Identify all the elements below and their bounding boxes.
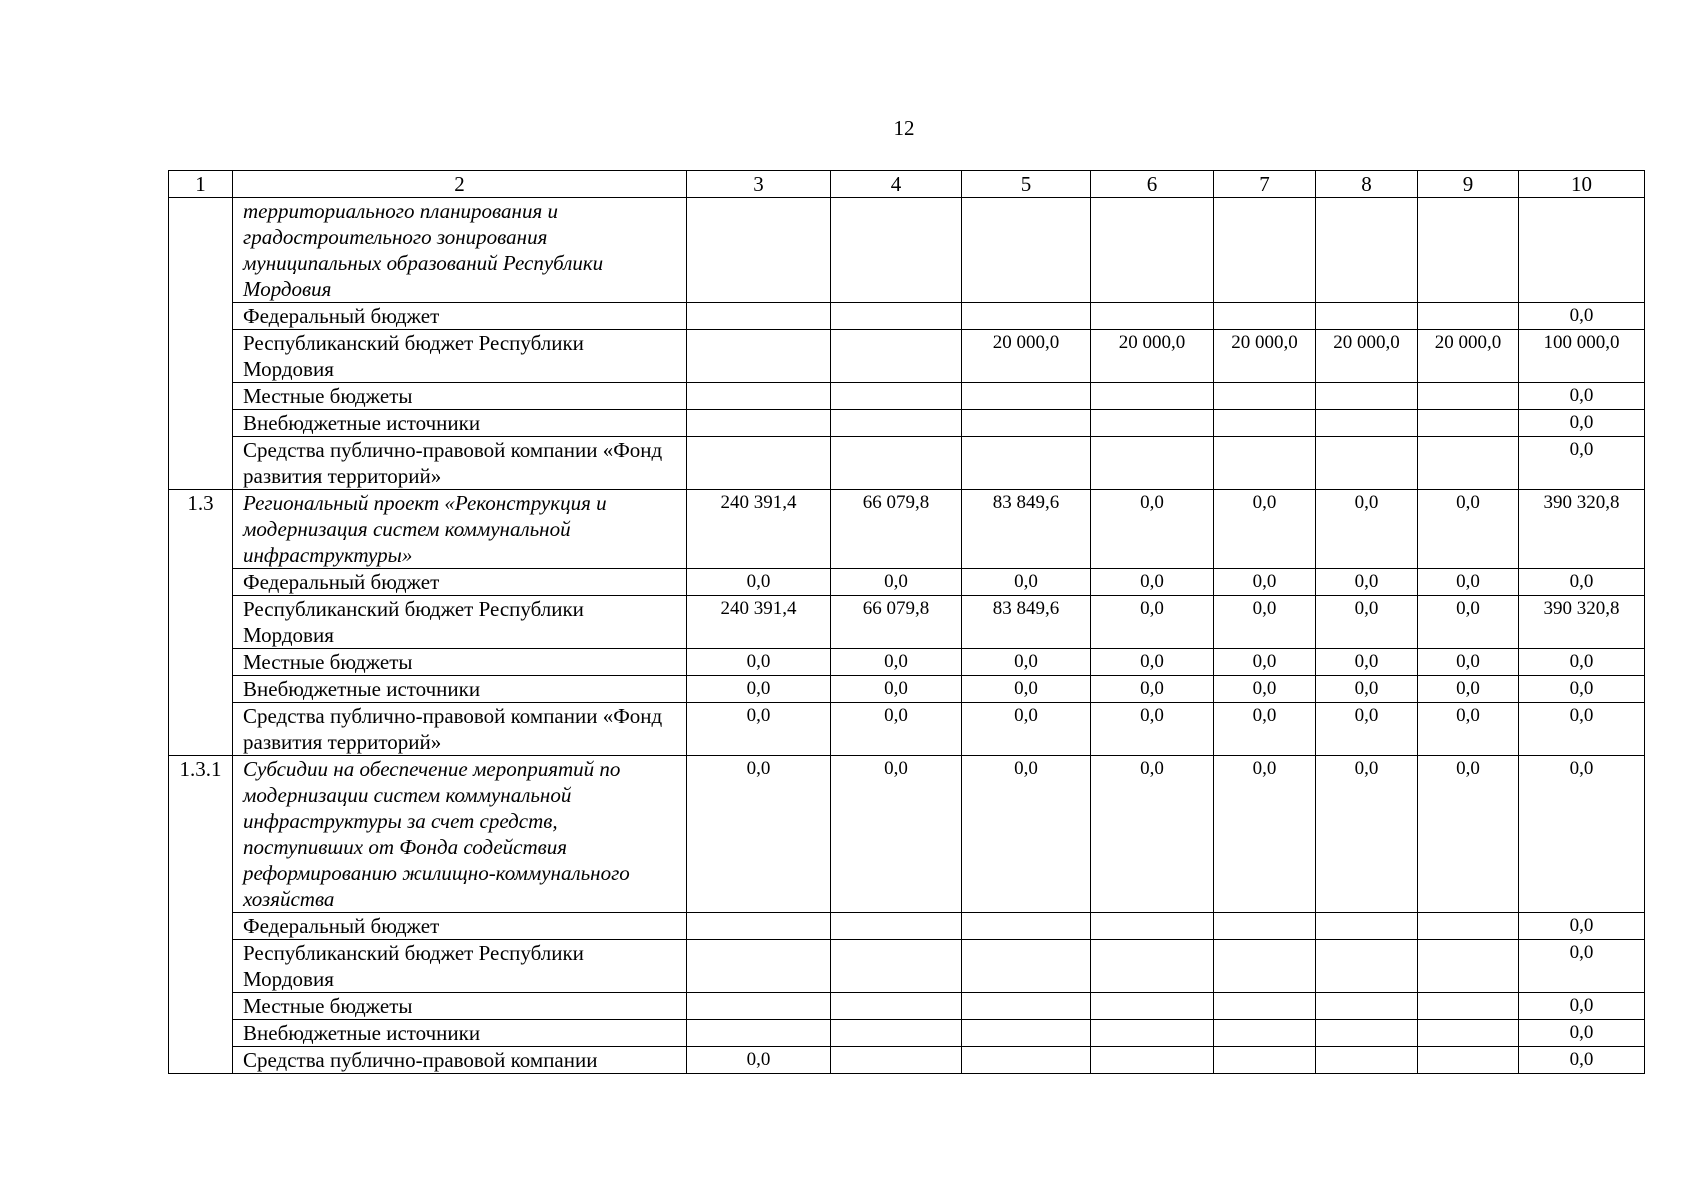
column-number: 3: [687, 171, 831, 198]
value-cell: [1418, 437, 1519, 490]
value-cell: 0,0: [1091, 756, 1214, 913]
value-cell: [962, 198, 1091, 303]
budget-table: [168, 170, 1645, 1074]
value-cell: [1091, 198, 1214, 303]
value-cell: [1418, 993, 1519, 1020]
value-cell: [831, 1020, 962, 1047]
funding-source-label: Федеральный бюджет: [233, 303, 687, 330]
value-cell: [687, 940, 831, 993]
value-cell: [687, 383, 831, 410]
value-cell: 0,0: [1214, 756, 1316, 913]
value-cell: [831, 1047, 962, 1074]
table-row: [169, 569, 1645, 596]
value-cell: [962, 437, 1091, 490]
item-title: территориального планирования и градостроительного зонирования муниципальных образований Республики Мордовия: [233, 198, 687, 303]
value-cell: 0,0: [687, 569, 831, 596]
value-cell: [1091, 410, 1214, 437]
value-cell: [1214, 940, 1316, 993]
value-cell: [1316, 940, 1418, 993]
value-cell: [1214, 913, 1316, 940]
value-cell: 0,0: [1519, 756, 1645, 913]
value-cell: [1214, 383, 1316, 410]
value-cell: 0,0: [1214, 569, 1316, 596]
funding-source-label: Республиканский бюджет Республики Мордовия: [233, 596, 687, 649]
value-cell: 0,0: [1316, 649, 1418, 676]
value-cell: 0,0: [1418, 756, 1519, 913]
value-cell: 100 000,0: [1519, 330, 1645, 383]
column-number: 10: [1519, 171, 1645, 198]
value-cell: 0,0: [1091, 676, 1214, 703]
funding-source-label: Внебюджетные источники: [233, 676, 687, 703]
value-cell: [1091, 383, 1214, 410]
value-cell: [1316, 913, 1418, 940]
page-number: 12: [893, 116, 915, 140]
value-cell: [962, 383, 1091, 410]
value-cell: [687, 993, 831, 1020]
value-cell: [687, 913, 831, 940]
value-cell: [831, 330, 962, 383]
value-cell: 66 079,8: [831, 490, 962, 569]
value-cell: [1214, 303, 1316, 330]
value-cell: 0,0: [1519, 649, 1645, 676]
value-cell: 390 320,8: [1519, 490, 1645, 569]
value-cell: 0,0: [1519, 676, 1645, 703]
value-cell: 0,0: [831, 756, 962, 913]
value-cell: 0,0: [1316, 490, 1418, 569]
value-cell: 0,0: [1316, 676, 1418, 703]
value-cell: [1316, 437, 1418, 490]
column-number: 8: [1316, 171, 1418, 198]
value-cell: [1418, 198, 1519, 303]
value-cell: [962, 1020, 1091, 1047]
value-cell: 0,0: [1091, 596, 1214, 649]
value-cell: 0,0: [1418, 703, 1519, 756]
value-cell: 0,0: [1316, 569, 1418, 596]
value-cell: 20 000,0: [1214, 330, 1316, 383]
funding-source-label: Республиканский бюджет Республики Мордовия: [233, 940, 687, 993]
value-cell: 0,0: [1519, 703, 1645, 756]
column-number: 7: [1214, 171, 1316, 198]
value-cell: [1316, 1047, 1418, 1074]
table-row: [169, 1047, 1645, 1074]
value-cell: 0,0: [1418, 676, 1519, 703]
value-cell: 0,0: [1316, 596, 1418, 649]
value-cell: [1091, 913, 1214, 940]
value-cell: [831, 383, 962, 410]
table-row: [169, 940, 1645, 993]
value-cell: 0,0: [1519, 303, 1645, 330]
value-cell: 0,0: [687, 1047, 831, 1074]
funding-source-label: Внебюджетные источники: [233, 1020, 687, 1047]
row-index: 1.3: [169, 490, 233, 756]
funding-source-label: Местные бюджеты: [233, 649, 687, 676]
value-cell: 0,0: [1519, 437, 1645, 490]
value-cell: [1091, 993, 1214, 1020]
value-cell: [1214, 993, 1316, 1020]
value-cell: 0,0: [1316, 756, 1418, 913]
value-cell: [962, 1047, 1091, 1074]
value-cell: 0,0: [1214, 596, 1316, 649]
funding-source-label: Внебюджетные источники: [233, 410, 687, 437]
funding-source-label: Федеральный бюджет: [233, 569, 687, 596]
value-cell: 390 320,8: [1519, 596, 1645, 649]
value-cell: 0,0: [1316, 703, 1418, 756]
value-cell: [1418, 1047, 1519, 1074]
value-cell: [1519, 198, 1645, 303]
funding-source-label: Федеральный бюджет: [233, 913, 687, 940]
value-cell: [831, 303, 962, 330]
value-cell: 0,0: [1214, 676, 1316, 703]
table-row: [169, 703, 1645, 756]
value-cell: [1418, 410, 1519, 437]
value-cell: 0,0: [962, 569, 1091, 596]
value-cell: [1418, 303, 1519, 330]
row-index: [169, 198, 233, 490]
value-cell: 0,0: [1519, 1047, 1645, 1074]
table-row: [169, 756, 1645, 913]
value-cell: [831, 913, 962, 940]
table-row: [169, 437, 1645, 490]
value-cell: 0,0: [1519, 993, 1645, 1020]
value-cell: [831, 198, 962, 303]
value-cell: 0,0: [1418, 596, 1519, 649]
value-cell: [831, 993, 962, 1020]
funding-source-label: Средства публично-правовой компании «Фонд развития территорий»: [233, 437, 687, 490]
value-cell: [962, 303, 1091, 330]
value-cell: 0,0: [962, 676, 1091, 703]
value-cell: 20 000,0: [1091, 330, 1214, 383]
table-row: [169, 330, 1645, 383]
value-cell: [962, 913, 1091, 940]
funding-source-label: Местные бюджеты: [233, 383, 687, 410]
value-cell: 66 079,8: [831, 596, 962, 649]
table-row: [169, 383, 1645, 410]
value-cell: [687, 410, 831, 437]
column-number-row: [169, 171, 1645, 198]
value-cell: 0,0: [1418, 490, 1519, 569]
value-cell: 0,0: [1519, 383, 1645, 410]
value-cell: [687, 330, 831, 383]
value-cell: [1091, 303, 1214, 330]
value-cell: 0,0: [687, 649, 831, 676]
value-cell: 0,0: [687, 756, 831, 913]
value-cell: 20 000,0: [962, 330, 1091, 383]
value-cell: 0,0: [1214, 490, 1316, 569]
table-body: [169, 171, 1645, 1074]
table-row: [169, 198, 1645, 303]
value-cell: [687, 1020, 831, 1047]
value-cell: [1418, 383, 1519, 410]
value-cell: [962, 410, 1091, 437]
value-cell: 0,0: [1091, 703, 1214, 756]
value-cell: [687, 437, 831, 490]
table-row: [169, 913, 1645, 940]
value-cell: [1214, 1020, 1316, 1047]
value-cell: 0,0: [687, 703, 831, 756]
value-cell: [831, 410, 962, 437]
value-cell: 0,0: [962, 649, 1091, 676]
value-cell: [1091, 1047, 1214, 1074]
value-cell: 0,0: [831, 676, 962, 703]
value-cell: 0,0: [1214, 703, 1316, 756]
value-cell: [1418, 940, 1519, 993]
value-cell: [1316, 198, 1418, 303]
value-cell: 0,0: [687, 676, 831, 703]
column-number: 5: [962, 171, 1091, 198]
funding-source-label: Средства публично-правовой компании: [233, 1047, 687, 1074]
value-cell: 0,0: [1091, 490, 1214, 569]
value-cell: [1316, 410, 1418, 437]
item-title: Региональный проект «Реконструкция и модернизация систем коммунальной инфраструктуры»: [233, 490, 687, 569]
value-cell: 20 000,0: [1316, 330, 1418, 383]
value-cell: 0,0: [1091, 649, 1214, 676]
value-cell: [831, 437, 962, 490]
value-cell: 0,0: [1418, 569, 1519, 596]
table-row: [169, 303, 1645, 330]
value-cell: 0,0: [831, 649, 962, 676]
value-cell: [1316, 1020, 1418, 1047]
value-cell: 83 849,6: [962, 490, 1091, 569]
value-cell: [1091, 437, 1214, 490]
value-cell: [1214, 437, 1316, 490]
value-cell: 0,0: [1519, 940, 1645, 993]
table-row: [169, 1020, 1645, 1047]
value-cell: [1316, 303, 1418, 330]
value-cell: [1214, 1047, 1316, 1074]
value-cell: 0,0: [1091, 569, 1214, 596]
column-number: 6: [1091, 171, 1214, 198]
value-cell: [1418, 1020, 1519, 1047]
value-cell: [1418, 913, 1519, 940]
value-cell: 0,0: [1418, 649, 1519, 676]
value-cell: 0,0: [1519, 569, 1645, 596]
value-cell: 0,0: [1519, 1020, 1645, 1047]
value-cell: 0,0: [1519, 410, 1645, 437]
table-row: [169, 410, 1645, 437]
value-cell: [962, 993, 1091, 1020]
value-cell: 240 391,4: [687, 490, 831, 569]
value-cell: [1214, 198, 1316, 303]
column-number: 1: [169, 171, 233, 198]
funding-source-label: Республиканский бюджет Республики Мордовия: [233, 330, 687, 383]
table-row: [169, 676, 1645, 703]
funding-source-label: Средства публично-правовой компании «Фонд развития территорий»: [233, 703, 687, 756]
value-cell: 0,0: [831, 703, 962, 756]
column-number: 4: [831, 171, 962, 198]
value-cell: 20 000,0: [1418, 330, 1519, 383]
funding-source-label: Местные бюджеты: [233, 993, 687, 1020]
value-cell: [1214, 410, 1316, 437]
value-cell: 0,0: [962, 756, 1091, 913]
row-index: 1.3.1: [169, 756, 233, 1074]
value-cell: 0,0: [962, 703, 1091, 756]
table-row: [169, 993, 1645, 1020]
value-cell: [1316, 383, 1418, 410]
value-cell: [831, 940, 962, 993]
table-row: [169, 596, 1645, 649]
column-number: 9: [1418, 171, 1519, 198]
value-cell: 0,0: [831, 569, 962, 596]
value-cell: [1091, 1020, 1214, 1047]
table-row: [169, 649, 1645, 676]
value-cell: [1091, 940, 1214, 993]
table-row: [169, 490, 1645, 569]
value-cell: 240 391,4: [687, 596, 831, 649]
value-cell: 0,0: [1519, 913, 1645, 940]
value-cell: [962, 940, 1091, 993]
column-number: 2: [233, 171, 687, 198]
value-cell: [687, 303, 831, 330]
item-title: Субсидии на обеспечение мероприятий по модернизации систем коммунальной инфраструктуры за счет средств, поступивших от Фонда содействия реформированию жилищно-коммунального хозяйства: [233, 756, 687, 913]
value-cell: 0,0: [1214, 649, 1316, 676]
value-cell: [1316, 993, 1418, 1020]
value-cell: [687, 198, 831, 303]
value-cell: 83 849,6: [962, 596, 1091, 649]
